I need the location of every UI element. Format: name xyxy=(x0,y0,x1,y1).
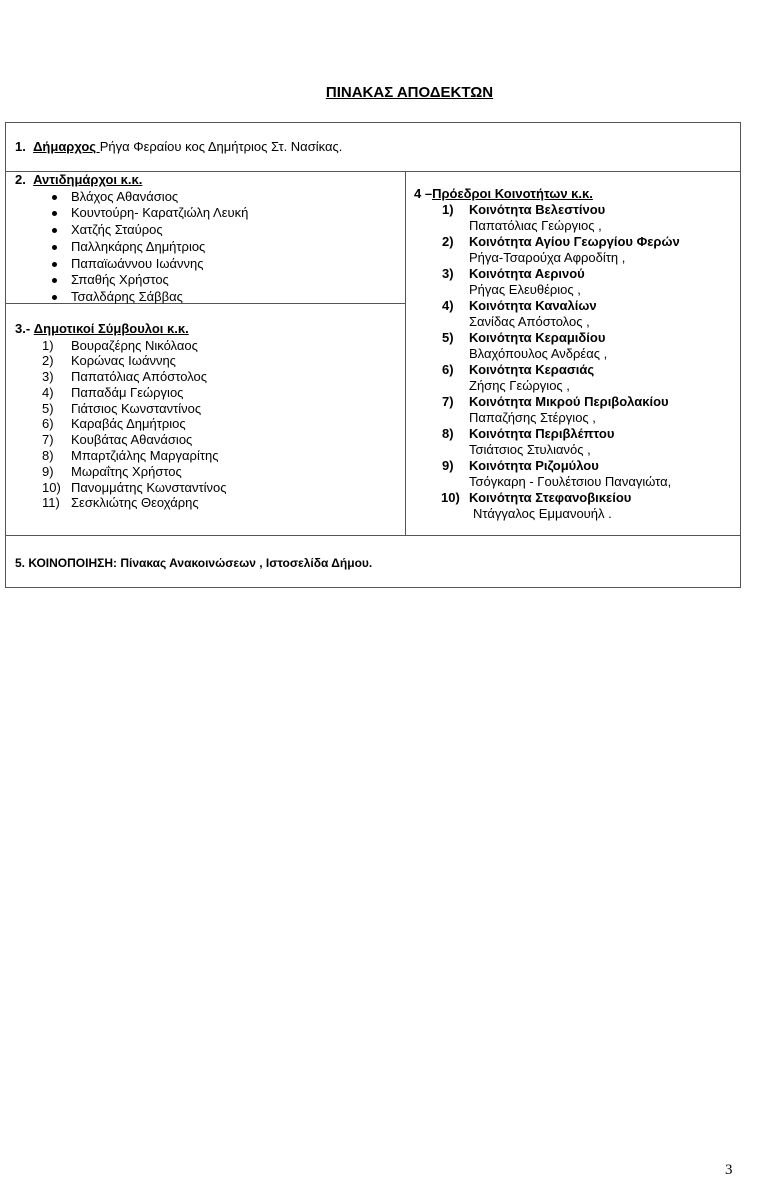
community-entry: 2) Κοινότητα Αγίου Γεωργίου Φερών Ρήγα-Τσαρούχα Αφροδίτη , xyxy=(414,234,736,266)
divider xyxy=(6,535,740,536)
community-name: Κοινότητα Βελεστίνου xyxy=(469,202,606,217)
community-president: Παπαζήσης Στέργιος , xyxy=(469,410,596,425)
community-name: Κοινότητα Μικρού Περιβολακίου xyxy=(469,394,669,409)
community-president: Παπατόλιας Γεώργιος , xyxy=(469,218,602,233)
deputies-number: 2. xyxy=(15,172,26,187)
page-title: ΠΙΝΑΚΑΣ ΑΠΟΔΕΚΤΩΝ xyxy=(325,84,494,101)
list-item: 6) Καραβάς Δημήτριος xyxy=(42,416,186,432)
community-name: Κοινότητα Κερασιάς xyxy=(469,362,595,377)
list-item: 3) Παπατόλιας Απόστολος xyxy=(42,369,208,385)
community-president: Σανίδας Απόστολος , xyxy=(469,314,590,329)
list-item: 2) Κορώνας Ιωάννης xyxy=(42,353,176,369)
list-item: Παπαϊωάννου Ιωάννης xyxy=(15,256,400,273)
community-president: Ρήγα-Τσαρούχα Αφροδίτη , xyxy=(469,250,626,265)
community-president: Ρήγας Ελευθέριος , xyxy=(469,282,581,297)
community-president: Ντάγγαλος Εμμανουήλ . xyxy=(473,506,612,521)
councillors-label: Δημοτικοί Σύμβουλοι κ.κ. xyxy=(33,321,189,336)
communities-label: Πρόεδροι Κοινοτήτων κ.κ. xyxy=(432,186,593,201)
mayor-label: Δήμαρχος xyxy=(33,139,100,154)
community-entry: 9) Κοινότητα Ριζομύλου Τσόγκαρη - Γουλέτσιου Παναγιώτα, xyxy=(414,458,736,490)
list-item: 7) Κουβάτας Αθανάσιος xyxy=(42,432,193,448)
community-president: Τσιάτσιος Στυλιανός , xyxy=(469,442,591,457)
community-entry: 7) Κοινότητα Μικρού Περιβολακίου Παπαζήσης Στέργιος , xyxy=(414,394,736,426)
community-name: Κοινότητα Αερινού xyxy=(469,266,585,281)
community-president: Τσόγκαρη - Γουλέτσιου Παναγιώτα, xyxy=(469,474,672,489)
page-number: 3 xyxy=(725,1162,733,1178)
list-item: Κουντούρη- Καρατζιώλη Λευκή xyxy=(15,205,400,222)
list-item: Βλάχος Αθανάσιος xyxy=(15,189,400,206)
list-item: 5) Γιάτσιος Κωνσταντίνος xyxy=(42,400,202,416)
communities-section xyxy=(414,186,736,522)
communities-number: 4 – xyxy=(414,186,433,201)
community-entry: 3) Κοινότητα Αερινού Ρήγας Ελευθέριος , xyxy=(414,266,736,298)
community-entry: 5) Κοινότητα Κεραμιδίου Βλαχόπουλος Ανδρέας , xyxy=(414,330,736,362)
list-item: Τσαλδάρης Σάββας xyxy=(15,289,400,306)
divider xyxy=(405,171,406,535)
community-entry: 1) Κοινότητα Βελεστίνου Παπατόλιας Γεώργιος , xyxy=(414,202,736,234)
mayor-number: 1. xyxy=(15,139,26,154)
deputies-label: Αντιδημάρχοι κ.κ. xyxy=(33,172,143,187)
community-president: Ζήσης Γεώργιος , xyxy=(469,378,570,393)
community-name: Κοινότητα Ριζομύλου xyxy=(469,458,599,473)
list-item: 4) Παπαδάμ Γεώργιος xyxy=(42,384,184,400)
list-item: 9) Μωραΐτης Χρήστος xyxy=(42,463,182,479)
community-name: Κοινότητα Αγίου Γεωργίου Φερών xyxy=(469,234,680,249)
recipients-table xyxy=(5,122,741,588)
list-item: 10) Πανομμάτης Κωνσταντίνος xyxy=(42,479,227,495)
list-item: Χατζής Σταύρος xyxy=(15,222,400,239)
community-entry: 10) Κοινότητα Στεφανοβικείου Ντάγγαλος Εμμανουήλ . xyxy=(414,490,736,522)
councillors-number: 3.- xyxy=(15,321,31,336)
mayor-text: Ρήγα Φεραίου κος Δημήτριος Στ. Νασίκας. xyxy=(99,139,343,154)
mayor-row xyxy=(15,139,342,156)
list-item: Παλληκάρης Δημήτριος xyxy=(15,239,400,256)
community-entry: 4) Κοινότητα Καναλίων Σανίδας Απόστολος , xyxy=(414,298,736,330)
community-name: Κοινότητα Περιβλέπτου xyxy=(469,426,615,441)
councillors-section xyxy=(15,321,400,511)
list-item: 8) Μπαρτζιάλης Μαργαρίτης xyxy=(42,448,219,464)
list-item: Σπαθής Χρήστος xyxy=(15,272,400,289)
deputies-list xyxy=(15,189,400,307)
community-entry: 8) Κοινότητα Περιβλέπτου Τσιάτσιος Στυλιανός , xyxy=(414,426,736,458)
community-entry: 6) Κοινότητα Κερασιάς Ζήσης Γεώργιος , xyxy=(414,362,736,394)
list-item: 11) Σεσκλιώτης Θεοχάρης xyxy=(42,495,199,511)
community-name: Κοινότητα Στεφανοβικείου xyxy=(469,490,632,505)
community-name: Κοινότητα Καναλίων xyxy=(469,298,597,313)
councillors-list xyxy=(15,338,400,512)
list-item: 1) Βουραζέρης Νικόλαος xyxy=(42,337,198,353)
deputies-section xyxy=(15,172,400,306)
community-name: Κοινότητα Κεραμιδίου xyxy=(469,330,606,345)
community-president: Βλαχόπουλος Ανδρέας , xyxy=(469,346,608,361)
notification: 5. ΚΟΙΝΟΠΟΙΗΣΗ: Πίνακας Ανακοινώσεων , Ιστοσελίδα Δήμου. xyxy=(15,556,373,570)
